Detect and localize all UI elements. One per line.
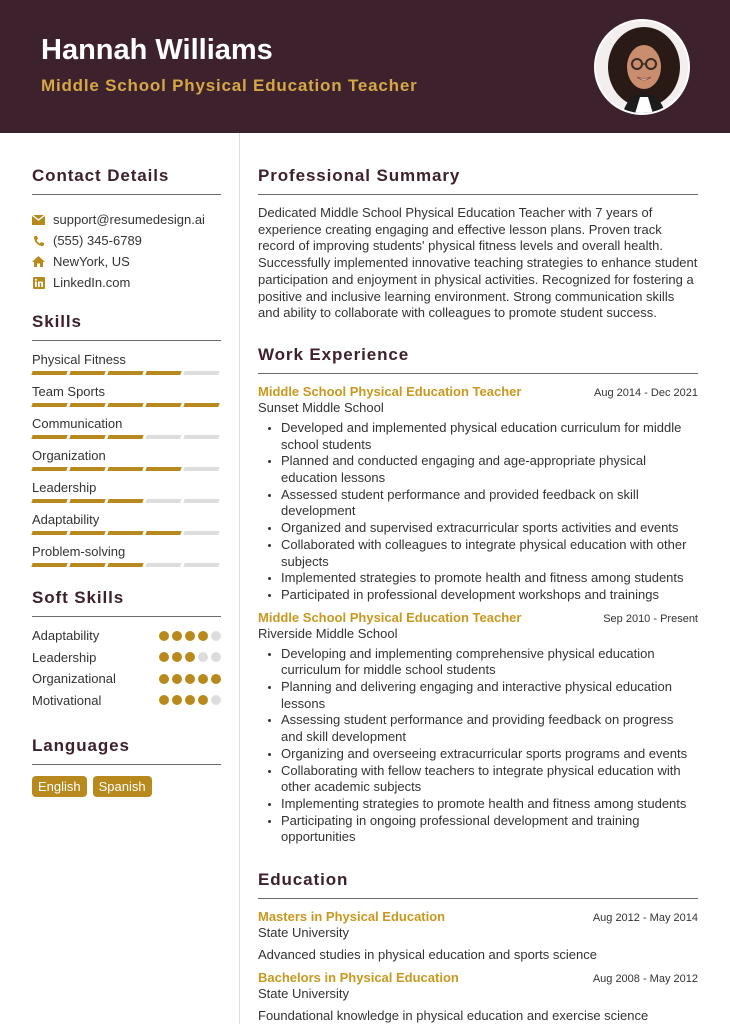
skill-segment: [69, 435, 105, 439]
skill-segment: [69, 531, 105, 535]
skill-item: [32, 479, 221, 504]
skill-item: [32, 447, 221, 472]
candidate-name: Hannah Williams: [41, 34, 273, 66]
skill-segment: [183, 499, 219, 503]
skill-item: [32, 543, 221, 568]
rating-dot-icon: [172, 674, 182, 684]
soft-skill-item: [32, 690, 221, 712]
skill-item: [32, 415, 221, 440]
section-heading-education: Education: [258, 870, 698, 899]
soft-skill-rating: [159, 652, 221, 662]
summary-section: [258, 166, 698, 322]
skill-level-bar: [32, 531, 221, 536]
job-bullet: • Organizing and overseeing extracurricular sports programs and events: [281, 746, 698, 763]
summary-text: Dedicated Middle School Physical Education Teacher with 7 years of experience creating engaging and effective lesson plans. Proven track record of improving students' physical fitness levels and overall health. Successfully implemented innovative teaching strategies to enhance student participation and enjoyment in physical activities. Recognized for fostering a positive and inclusive learning environment. Strong communication skills and ability to collaborate with colleagues to promote student success.: [258, 205, 698, 321]
skill-name: Organization: [32, 448, 106, 463]
skill-segment: [31, 371, 67, 375]
job-entry: [258, 384, 698, 604]
soft-skill-rating: [159, 631, 221, 641]
job-bullet: • Developed and implemented physical education curriculum for middle school students: [281, 420, 698, 453]
soft-skill-rating: [159, 695, 221, 705]
profile-photo-icon: [596, 21, 690, 115]
rating-dot-icon: [211, 631, 221, 641]
skill-segment: [107, 371, 143, 375]
job-bullet: • Collaborated with colleagues to integrate physical education with other subjects: [281, 537, 698, 570]
soft-skill-name: Adaptability: [32, 628, 100, 644]
job-bullet: • Implementing strategies to promote health and fitness among students: [281, 796, 698, 813]
job-bullets: [258, 646, 698, 846]
education-header: [258, 970, 698, 985]
skill-segment: [183, 531, 219, 535]
languages-section: [32, 736, 221, 797]
contact-email[interactable]: support@resumedesign.ai: [32, 209, 221, 230]
skill-segment: [107, 435, 143, 439]
education-section: [258, 870, 698, 1023]
skill-segment: [183, 467, 219, 471]
job-organization: Riverside Middle School: [258, 625, 398, 641]
contact-linkedin[interactable]: LinkedIn.com: [32, 272, 221, 293]
skill-segment: [145, 563, 181, 567]
rating-dot-icon: [198, 652, 208, 662]
rating-dot-icon: [198, 695, 208, 705]
job-title: Middle School Physical Education Teacher: [258, 609, 522, 625]
skill-segment: [107, 563, 143, 567]
home-icon: [32, 255, 45, 268]
rating-dot-icon: [185, 652, 195, 662]
skill-name: Communication: [32, 416, 123, 431]
skill-name: Leadership: [32, 480, 97, 495]
candidate-title: Middle School Physical Education Teacher: [41, 76, 418, 95]
skill-segment: [107, 499, 143, 503]
skill-segment: [145, 531, 181, 535]
skill-segment: [69, 467, 105, 471]
job-bullet: • Organized and supervised extracurricular sports activities and events: [281, 520, 698, 537]
rating-dot-icon: [159, 695, 169, 705]
skill-segment: [183, 563, 219, 567]
job-organization: Sunset Middle School: [258, 399, 384, 415]
skill-name: Adaptability: [32, 512, 100, 527]
contact-section: [32, 166, 221, 293]
rating-dot-icon: [198, 631, 208, 641]
skill-level-bar: [32, 403, 221, 408]
skill-segment: [31, 403, 67, 407]
soft-skill-name: Organizational: [32, 671, 116, 687]
job-bullet: • Planned and conducted engaging and age-appropriate physical education lessons: [281, 453, 698, 486]
skill-segment: [31, 563, 67, 567]
rating-dot-icon: [185, 674, 195, 684]
skills-section: [32, 312, 221, 568]
job-bullet: • Assessed student performance and provided feedback on skill development: [281, 487, 698, 520]
education-description: Advanced studies in physical education and sports science: [258, 947, 597, 963]
skill-segment: [145, 499, 181, 503]
degree-title: Bachelors in Physical Education: [258, 970, 459, 986]
skill-segment: [31, 499, 67, 503]
skill-level-bar: [32, 563, 221, 568]
job-bullet: • Participated in professional development workshops and trainings: [281, 587, 698, 604]
rating-dot-icon: [159, 674, 169, 684]
contact-phone[interactable]: (555) 345-6789: [32, 230, 221, 251]
skill-segment: [31, 531, 67, 535]
skill-segment: [145, 403, 181, 407]
skill-name: Physical Fitness: [32, 352, 126, 367]
skill-segment: [145, 467, 181, 471]
job-bullet: • Implemented strategies to promote health and fitness among students: [281, 570, 698, 587]
job-header: [258, 384, 698, 399]
rating-dot-icon: [172, 652, 182, 662]
rating-dot-icon: [185, 631, 195, 641]
skill-segment: [31, 467, 67, 471]
column-divider: [239, 133, 240, 1024]
section-heading-languages: Languages: [32, 736, 221, 765]
job-title: Middle School Physical Education Teacher: [258, 383, 522, 399]
soft-skill-rating: [159, 674, 221, 684]
section-heading-summary: Professional Summary: [258, 166, 698, 195]
soft-skill-name: Motivational: [32, 692, 102, 708]
resume-header: [0, 0, 730, 133]
education-dates: Aug 2012 - May 2014: [592, 912, 698, 925]
envelope-icon: [32, 213, 45, 226]
skill-segment: [31, 435, 67, 439]
skill-segment: [183, 435, 219, 439]
section-heading-experience: Work Experience: [258, 345, 698, 374]
rating-dot-icon: [198, 674, 208, 684]
soft-skill-item: [32, 668, 221, 690]
rating-dot-icon: [211, 695, 221, 705]
job-dates: Aug 2014 - Dec 2021: [594, 386, 698, 399]
rating-dot-icon: [211, 674, 221, 684]
school-name: State University: [258, 925, 350, 941]
phone-icon: [32, 234, 45, 247]
skill-segment: [107, 531, 143, 535]
skill-segment: [69, 499, 105, 503]
school-name: State University: [258, 986, 350, 1002]
skill-name: Team Sports: [32, 384, 105, 399]
skill-level-bar: [32, 371, 221, 376]
section-heading-contact: Contact Details: [32, 166, 221, 195]
rating-dot-icon: [185, 695, 195, 705]
skill-segment: [145, 435, 181, 439]
soft-skill-item: [32, 625, 221, 647]
job-bullet: • Developing and implementing comprehensive physical education curriculum for middle school students: [281, 646, 698, 679]
education-dates: Aug 2008 - May 2012: [592, 973, 698, 986]
education-entry: [258, 970, 698, 1023]
left-column: [32, 133, 221, 797]
rating-dot-icon: [172, 631, 182, 641]
linkedin-icon: [32, 276, 45, 289]
skill-segment: [69, 371, 105, 375]
rating-dot-icon: [211, 652, 221, 662]
skill-item: [32, 511, 221, 536]
job-bullet: • Planning and delivering engaging and interactive physical education lessons: [281, 679, 698, 712]
education-header: [258, 909, 698, 924]
soft-skill-name: Leadership: [32, 649, 97, 665]
language-badge: Spanish: [93, 776, 152, 797]
skill-name: Problem-solving: [32, 544, 126, 559]
skill-level-bar: [32, 467, 221, 472]
skill-level-bar: [32, 435, 221, 440]
job-bullet: • Assessing student performance and providing feedback on progress and skill development: [281, 712, 698, 745]
education-description: Foundational knowledge in physical education and exercise science: [258, 1008, 649, 1024]
rating-dot-icon: [159, 631, 169, 641]
soft-skill-item: [32, 647, 221, 669]
job-header: [258, 610, 698, 625]
right-column: [258, 133, 698, 1023]
skill-level-bar: [32, 499, 221, 504]
job-entry: [258, 610, 698, 846]
avatar: [594, 19, 690, 115]
skill-segment: [145, 371, 181, 375]
degree-title: Masters in Physical Education: [258, 909, 446, 925]
job-bullet: • Collaborating with fellow teachers to integrate physical education with other academic subjects: [281, 763, 698, 796]
skill-segment: [107, 403, 143, 407]
job-bullets: [258, 420, 698, 604]
rating-dot-icon: [159, 652, 169, 662]
experience-section: [258, 345, 698, 846]
skill-segment: [107, 467, 143, 471]
rating-dot-icon: [172, 695, 182, 705]
skill-segment: [69, 563, 105, 567]
skill-segment: [183, 371, 219, 375]
language-badge: English: [32, 776, 87, 797]
job-dates: Sep 2010 - Present: [603, 612, 698, 625]
skill-segment: [69, 403, 105, 407]
job-bullet: • Participating in ongoing professional development and training opportunities: [281, 813, 698, 846]
education-entry: [258, 909, 698, 962]
skill-item: [32, 383, 221, 408]
section-heading-skills: Skills: [32, 312, 221, 341]
skill-item: [32, 351, 221, 376]
section-heading-soft-skills: Soft Skills: [32, 588, 221, 617]
contact-location: NewYork, US: [32, 251, 221, 272]
soft-skills-section: [32, 588, 221, 711]
skill-segment: [183, 403, 219, 407]
